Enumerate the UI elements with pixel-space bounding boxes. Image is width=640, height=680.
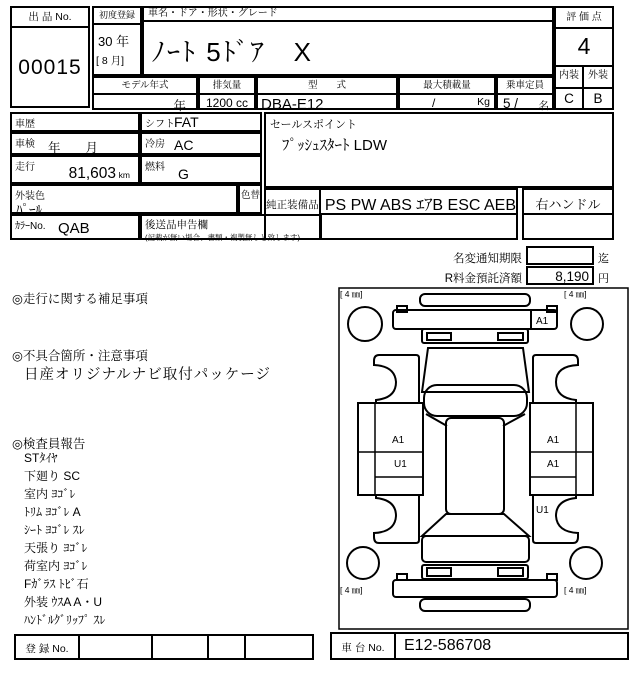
ac-value: AC [174,137,194,153]
mileage-note-heading: ◎走行に関する補足事項 [12,292,148,306]
inspector-item: 室内 ﾖｺﾞﾚ [24,487,76,501]
windshield [424,385,527,416]
shift-value: FAT [174,114,199,130]
color-change-cell [238,184,262,214]
model-code-label: 型 式 [258,78,396,95]
history-label: 車歴 [15,119,35,130]
ac-label: 冷房 [145,139,165,150]
capacity-col [496,76,554,110]
registration-no-row [14,634,314,660]
headlight-right [498,333,523,340]
inspector-item: ﾊﾝﾄﾞﾙｸﾞﾘｯﾌﾟ ｽﾚ [24,613,106,627]
exterior-grade: B [593,91,603,106]
inspector-item: ｼｰﾄ ﾖｺﾞﾚ ｽﾚ [24,523,85,537]
damage-mark-front-bumper: A1 [536,316,549,327]
name-change-unit: 迄 [598,253,609,265]
displacement-label: 排気量 [200,78,254,95]
max-load-col [398,76,496,110]
inspector-item: 外装 ｳｽA A・U [24,595,103,609]
front-bumper [393,310,557,329]
fuel-cell [140,155,262,184]
mileage-label: 走行 [15,162,35,173]
inspector-item: STﾀｲﾔ [24,451,58,465]
damage-mark-left-door-bottom: U1 [394,459,407,470]
name-change-label: 名変通知期限 [453,253,522,265]
inspection-value: 年 月 [48,141,99,155]
interior-grade: C [556,89,584,110]
damage-mark-right-quarter: U1 [536,505,549,516]
name-change-box [526,246,594,265]
lot-number-label: 出 品 No. [12,8,88,28]
sales-point-value: ﾌﾟｯｼｭｽﾀｰﾄ LDW [282,137,388,154]
tire-front-right [571,308,603,340]
rear-bumper [393,580,557,597]
inspector-item: 天張り ﾖｺﾞﾚ [24,541,88,555]
registration-no-cell [209,636,246,658]
fender-front-left [374,355,419,403]
shift-label: シフト [145,119,175,130]
registration-no-label: 登 録 No. [16,636,80,658]
recycle-fee-label: R料金預託済額 [444,273,522,285]
left-side-panel [358,403,423,495]
mileage-cell [10,155,140,184]
max-load-unit: Kg [477,96,490,108]
color-no-cell [10,214,140,240]
inspector-heading: ◎検査員報告 [12,437,86,451]
late-items-label: 後送品申告欄 [145,219,208,231]
model-code-col [256,76,398,113]
shift-cell [140,112,262,132]
inspection-cell [10,132,140,155]
exterior-color-label: 外装色 [15,191,45,202]
mileage-value: 81,603 [68,165,116,182]
first-registration-year: 30 年 [98,34,130,49]
late-items-note: (記載が無い場合、書類・複製無しと致します) [145,233,300,242]
inspector-item: 荷室内 ﾖｺﾞﾚ [24,559,88,573]
car-name-value: ﾉｰﾄ 5ﾄﾞｱ X [142,22,554,76]
tire-front-left [348,307,382,341]
inspector-item: 下廻り SC [24,469,81,483]
inspector-item: ﾄﾘﾑ ﾖｺﾞﾚ A [24,505,81,519]
damage-mark-left-door-top: A1 [392,435,405,446]
exterior-label: 外装 [588,70,608,81]
color-no-label: ｶﾗｰNo. [15,221,46,232]
recycle-fee-box [526,266,594,285]
recycle-fee-value: 8,190 [555,269,589,284]
taillight-left [427,568,451,576]
chassis-no-box [330,632,629,660]
max-load-value: / [432,96,436,110]
tire-tread-label-front-right: [ 4 ㎜] [564,289,587,299]
ac-cell [140,132,262,155]
equipment-box [264,188,518,240]
lot-number-box [10,6,90,108]
score-box [554,6,614,110]
lot-number-value: 00015 [18,56,82,79]
roof [446,418,504,514]
color-change-label: 色替 [241,190,261,201]
displacement-value: 1200 cc [205,96,249,110]
first-registration-month: [ 8 月] [96,55,125,67]
right-side-panel [530,403,593,495]
score-label: 評 価 点 [556,8,612,29]
car-name-header: 車名・ドア・形状・グレード [142,6,554,22]
model-year-value: 年 [173,99,186,113]
fender-front-right [533,355,578,403]
exterior-color-value: ﾊﾟｰﾙ [16,202,42,217]
fuel-label: 燃料 [145,162,165,173]
registration-no-cell [153,636,209,658]
history-cell [10,112,140,132]
equipment-label: 純正装備品 [266,190,321,238]
model-code-value: DBA-E12 [261,96,324,113]
model-year-label: モデル年式 [94,78,196,95]
equipment-value: PS PW ABS ｴｱB ESC AEB [321,190,516,215]
front-strip [420,294,530,306]
chassis-no-value: E12-586708 [404,637,492,654]
sales-point-box [264,112,614,188]
registration-no-cell [80,636,153,658]
defects-value: 日産オリジナルナビ取付パッケージ [24,367,271,383]
recycle-fee-unit: 円 [598,273,609,285]
displacement-col [198,76,256,110]
model-year-col [92,76,198,113]
registration-no-cell [246,636,312,658]
car-diagram [333,286,630,631]
max-load-label: 最大積載量 [400,78,494,95]
trunk [422,536,529,562]
taillight-right [498,568,523,576]
damage-mark-right-door-bottom: A1 [547,459,560,470]
sales-point-label: セールスポイント [270,119,358,131]
first-registration-label: 初度登録 [94,8,140,25]
capacity-label: 乗車定員 [498,78,552,95]
inspector-report-list [24,449,105,629]
defects-heading: ◎不具合箇所・注意事項 [12,349,148,363]
exterior-color-cell [10,184,238,217]
inspector-item: Fｶﾞﾗｽ ﾄﾋﾞ石 [24,577,89,591]
mileage-unit: km [118,170,130,180]
color-no-value: QAB [58,220,90,237]
tire-rear-right [570,547,602,579]
capacity-unit: 名 [538,100,549,112]
score-value: 4 [556,29,612,67]
damage-mark-right-door-top: A1 [547,435,560,446]
handle-box [522,188,614,240]
tire-tread-label-front-left: [ 4 ㎜] [340,289,363,299]
interior-label: 内装 [556,67,584,87]
fuel-value: G [178,166,189,182]
fender-rear-left [374,495,419,543]
capacity-value: 5 / [503,96,519,111]
fender-rear-right [533,495,578,543]
rear-window [422,514,529,536]
handle-value: 右ハンドル [524,190,612,215]
chassis-no-label: 車 台 No. [332,634,396,658]
tire-tread-label-rear-right: [ 4 ㎜] [564,585,587,595]
inspection-label: 車検 [15,139,35,150]
first-registration-box [92,6,142,76]
rear-strip [420,599,530,611]
tire-rear-left [347,547,379,579]
tire-tread-label-rear-left: [ 4 ㎜] [340,585,363,595]
headlight-left [427,333,451,340]
